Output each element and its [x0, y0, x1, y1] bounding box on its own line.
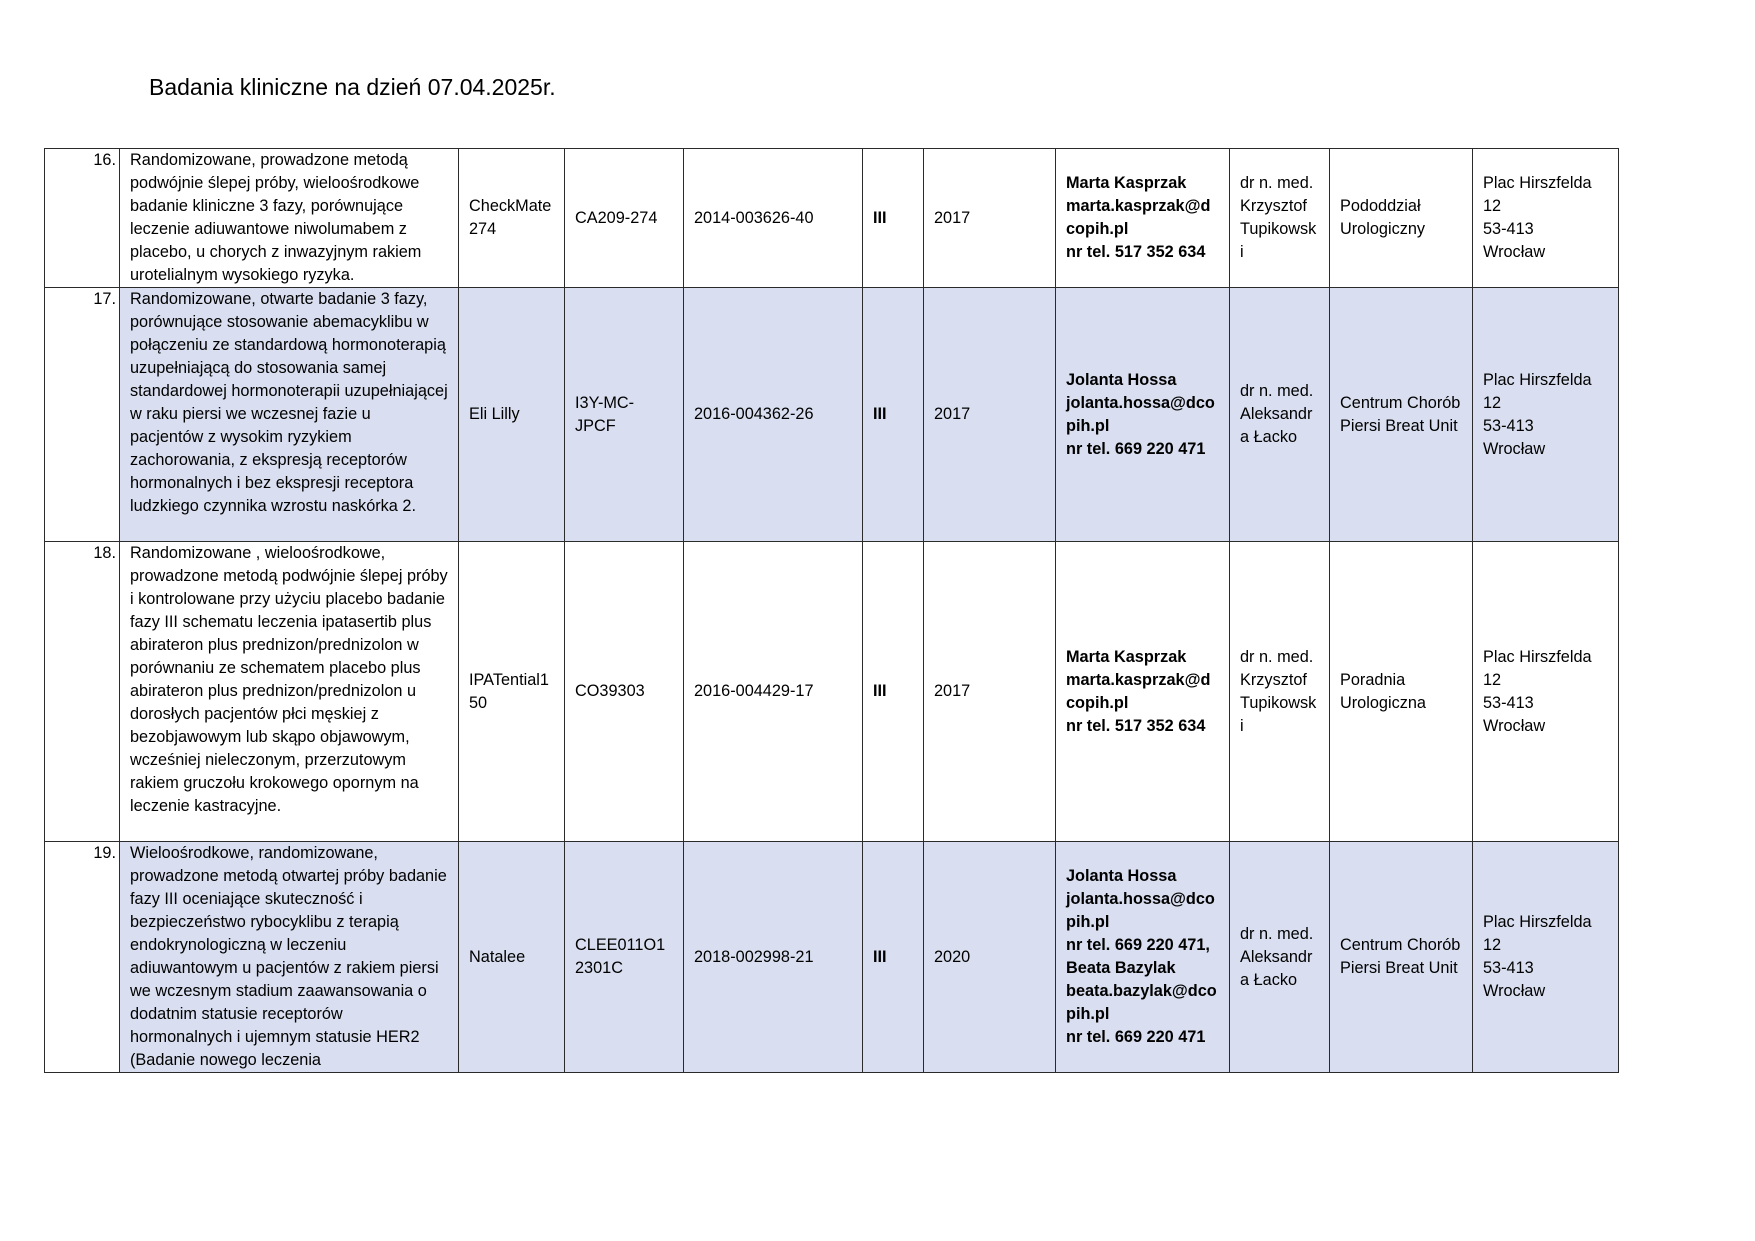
trial-name: CheckMate 274	[459, 149, 565, 288]
address-cell	[1473, 542, 1619, 842]
address-city: Wrocław	[1483, 243, 1546, 261]
address-cell	[1473, 288, 1619, 542]
principal-investigator: dr n. med. Aleksandra Łacko	[1230, 842, 1330, 1073]
row-number: 18.	[45, 542, 120, 842]
trial-phase: III	[863, 288, 924, 542]
contact-email: marta.kasprzak@dcopih.pl	[1066, 670, 1211, 712]
address-cell	[1473, 149, 1619, 288]
row-number: 16.	[45, 149, 120, 288]
address-street: Plac Hirszfelda 12	[1483, 647, 1592, 689]
start-year: 2017	[924, 149, 1056, 288]
principal-investigator: dr n. med. Krzysztof Tupikowski	[1230, 542, 1330, 842]
start-year: 2020	[924, 842, 1056, 1073]
contact-email: jolanta.hossa@dcopih.pl	[1066, 393, 1215, 435]
protocol-number: CO39303	[565, 542, 684, 842]
row-number: 17.	[45, 288, 120, 542]
contact-name: Jolanta Hossa	[1066, 867, 1177, 885]
start-year: 2017	[924, 542, 1056, 842]
address-postcode: 53-413	[1483, 416, 1534, 435]
trial-phase: III	[863, 149, 924, 288]
hospital-unit: Pododdział Urologiczny	[1330, 149, 1473, 288]
trial-name: IPATential150	[459, 542, 565, 842]
eudract-number: 2018-002998-21	[684, 842, 863, 1073]
contact-email: beata.bazylak@dcopih.pl	[1066, 982, 1217, 1023]
contact-phone: nr tel. 517 352 634	[1066, 716, 1206, 735]
table-row	[45, 542, 1619, 842]
table-row	[45, 288, 1619, 542]
contact-phone: nr tel. 669 220 471	[1066, 1028, 1206, 1046]
contact-cell	[1056, 149, 1230, 288]
contact-name: Beata Bazylak	[1066, 959, 1176, 977]
contact-phone: nr tel. 669 220 471,	[1066, 936, 1210, 954]
contact-name: Marta Kasprzak	[1066, 174, 1187, 192]
trial-title: Randomizowane , wieloośrodkowe, prowadzone metodą podwójnie ślepej próby i kontrolowane przy użyciu placebo badanie fazy III schematu leczenia ipatasertib plus abirateron plus prednizon/prednizolon w porównaniu ze schematem placebo plus abirateron plus prednizon/prednizolon u dorosłych pacjentów płci męskiej z bezobjawowym lub skąpo objawowym, wcześniej nieleczonym, przerzutowym rakiem gruczołu krokowego opornym na leczenie kastracyjne.	[120, 542, 459, 842]
address-city: Wrocław	[1483, 982, 1546, 1000]
table-row	[45, 842, 1619, 1073]
contact-name: Jolanta Hossa	[1066, 370, 1177, 389]
eudract-number: 2016-004429-17	[684, 542, 863, 842]
contact-email: marta.kasprzak@dcopih.pl	[1066, 197, 1211, 238]
principal-investigator: dr n. med. Aleksandra Łacko	[1230, 288, 1330, 542]
eudract-number: 2016-004362-26	[684, 288, 863, 542]
address-street: Plac Hirszfelda 12	[1483, 370, 1592, 412]
contact-cell	[1056, 288, 1230, 542]
principal-investigator: dr n. med. Krzysztof Tupikowski	[1230, 149, 1330, 288]
trial-title: Randomizowane, otwarte badanie 3 fazy, porównujące stosowanie abemacyklibu w połączeniu ze standardową hormonoterapią uzupełniającą do stosowania samej standardowej hormonoterapii uzupełniającej w raku piersi we wczesnej fazie u pacjentów z wysokim ryzykiem zachorowania, z ekspresją receptorów hormonalnych i bez ekspresji receptora ludzkiego czynnika wzrostu naskórka 2.	[120, 288, 459, 542]
address-postcode: 53-413	[1483, 693, 1534, 712]
trial-title: Wieloośrodkowe, randomizowane, prowadzone metodą otwartej próby badanie fazy III oceniające skuteczność i bezpieczeństwo rybocyklibu z terapią endokrynologiczną w leczeniu adiuwantowym u pacjentów z rakiem piersi we wczesnym stadium zaawansowania o dodatnim statusie receptorów hormonalnych i ujemnym statusie HER2 (Badanie nowego leczenia	[120, 842, 459, 1073]
address-cell	[1473, 842, 1619, 1073]
protocol-number: CA209-274	[565, 149, 684, 288]
trial-title: Randomizowane, prowadzone metodą podwójnie ślepej próby, wieloośrodkowe badanie kliniczne 3 fazy, porównujące leczenie adiuwantowe niwolumabem z placebo, u chorych z inwazyjnym rakiem urotelialnym wysokiego ryzyka.	[120, 149, 459, 288]
address-city: Wrocław	[1483, 439, 1546, 458]
table-row	[45, 149, 1619, 288]
page-title: Badania kliniczne na dzień 07.04.2025r.	[149, 74, 556, 100]
trial-phase: III	[863, 542, 924, 842]
hospital-unit: Centrum Chorób Piersi Breat Unit	[1330, 842, 1473, 1073]
eudract-number: 2014-003626-40	[684, 149, 863, 288]
start-year: 2017	[924, 288, 1056, 542]
contact-cell	[1056, 842, 1230, 1073]
address-city: Wrocław	[1483, 716, 1546, 735]
address-postcode: 53-413	[1483, 959, 1534, 977]
hospital-unit: Centrum Chorób Piersi Breat Unit	[1330, 288, 1473, 542]
row-number: 19.	[45, 842, 120, 1073]
address-street: Plac Hirszfelda 12	[1483, 174, 1592, 215]
contact-cell	[1056, 542, 1230, 842]
contact-email: jolanta.hossa@dcopih.pl	[1066, 890, 1215, 931]
trial-name: Natalee	[459, 842, 565, 1073]
trial-name: Eli Lilly	[459, 288, 565, 542]
protocol-number: I3Y-MC-JPCF	[565, 288, 684, 542]
contact-name: Marta Kasprzak	[1066, 647, 1187, 666]
hospital-unit: Poradnia Urologiczna	[1330, 542, 1473, 842]
contact-phone: nr tel. 669 220 471	[1066, 439, 1206, 458]
address-street: Plac Hirszfelda 12	[1483, 913, 1592, 954]
protocol-number: CLEE011O12301C	[565, 842, 684, 1073]
address-postcode: 53-413	[1483, 220, 1534, 238]
trial-phase: III	[863, 842, 924, 1073]
contact-phone: nr tel. 517 352 634	[1066, 243, 1206, 261]
clinical-trials-table	[44, 148, 1619, 1073]
